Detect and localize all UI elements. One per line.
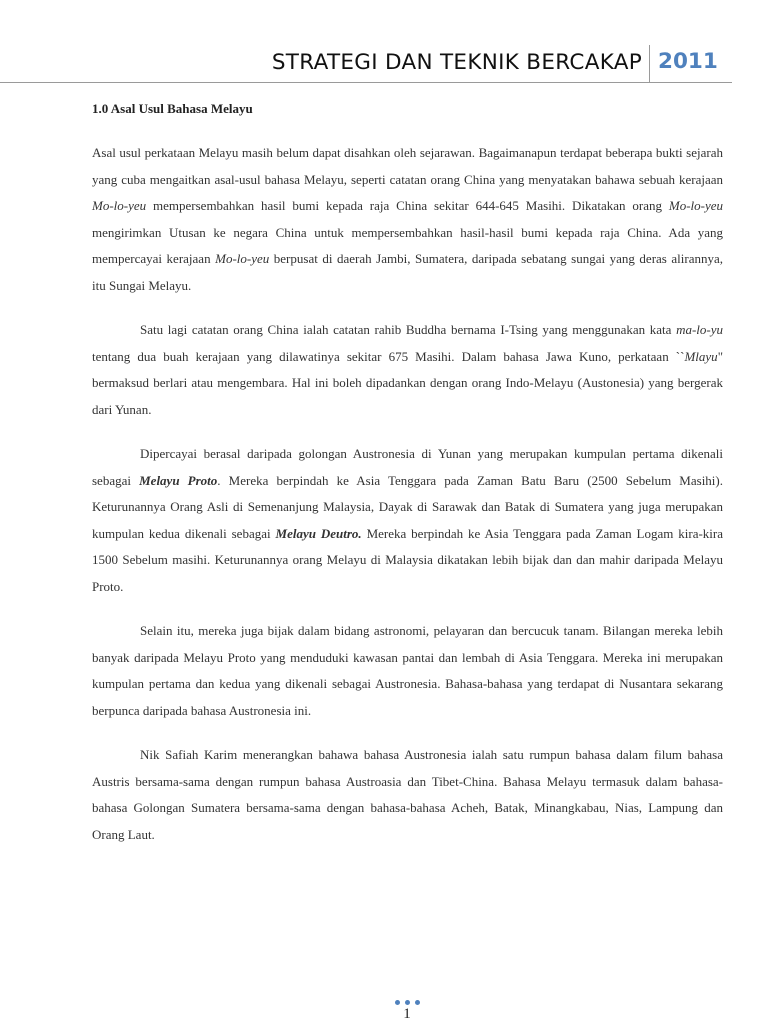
paragraph-list [92,140,723,848]
paragraph-text: tentang dua buah kerajaan yang dilawatinya sekitar 675 Masihi. Dalam bahasa Jawa Kuno, perkataan `` [92,348,685,364]
italic-term: ma-lo-yu [676,322,723,337]
body-paragraph [92,140,723,299]
page-number: 1 [403,1006,411,1022]
page-header [0,42,732,83]
paragraph-text: mengirimkan Utusan ke negara China untuk mempersembahkan hasil-hasil bumi kepada raja China. Ada yang mempercayai kerajaan [92,224,723,266]
paragraph-text: . Mereka berpindah ke Asia Tenggara pada Zaman Batu Baru (2500 Sebelum Masihi). Keturunannya Orang Asli di Semenanjung Malaysia, Dayak di Sarawak dan Batak di Sumatera yang juga merupakan kumpulan kedua dikenali sebagai [92,472,724,541]
emphasized-term: Melayu Deutro. [275,525,362,541]
body-paragraph [92,317,723,423]
footer-dot [405,1000,410,1005]
document-body [92,98,723,866]
italic-term: Mo-lo-yeu [215,251,270,266]
paragraph-text: " bermaksud berlari atau mengembara. Hal ini boleh dipadankan dengan orang Indo-Melayu (Austonesia) yang bergerak dari Yunan. [92,348,723,417]
paragraph-text: Asal usul perkataan Melayu masih belum dapat disahkan oleh sejarawan. Bagaimanapun terdapat beberapa bukti sejarah yang cuba mengaitkan asal-usul bahasa Melayu, seperti catatan orang China yang menyatakan bahawa sebuah kerajaan [92,145,723,187]
header-divider [649,45,650,82]
body-paragraph [92,441,723,600]
header-year: 2011 [658,49,718,74]
section-heading: 1.0 Asal Usul Bahasa Melayu [92,101,253,116]
paragraph-text: Selain itu, mereka juga bijak dalam bidang astronomi, pelayaran dan bercucuk tanam. Bilangan mereka lebih banyak daripada Melayu Proto yang menduduki kawasan pantai dan lembah di Asia Tenggara. Mereka ini merupakan kumpulan pertama dan kedua yang dikenali sebagai Austronesia. Bahasa-bahasa yang terdapat di Nusantara sekarang berpunca daripada bahasa Austronesia ini. [92,623,723,718]
body-paragraph [92,742,723,848]
paragraph-text: mempersembahkan hasil bumi kepada raja China sekitar 644-645 Masihi. Dikatakan orang [146,198,669,213]
footer-dot [395,1000,400,1005]
italic-term: Mo-lo-yeu [668,198,723,213]
paragraph-text: Satu lagi catatan orang China ialah catatan rahib Buddha bernama I-Tsing yang menggunakan kata [140,322,677,337]
paragraph-text: Mereka berpindah ke Asia Tenggara pada Zaman Logam kira-kira 1500 Sebelum masihi. Keturunannya orang Melayu di Malaysia dikatakan lebih bijak dan dan mahir daripada Melayu Proto. [92,525,724,594]
footer-dot [415,1000,420,1005]
paragraph-text: Dipercayai berasal daripada golongan Austronesia di Yunan yang merupakan kumpulan pertama dikenali sebagai [92,446,723,488]
paragraph-text: berpusat di daerah Jambi, Sumatera, daripada sebatang sungai yang deras alirannya, itu Sungai Melayu. [92,251,724,293]
paragraph-text: Nik Safiah Karim menerangkan bahawa bahasa Austronesia ialah satu rumpun bahasa dalam filum bahasa Austris bersama-sama dengan rumpun bahasa Austroasia dan Tibet-China. Bahasa Melayu termasuk dalam bahasa-bahasa Golongan Sumatera bersama-sama dengan bahasa-bahasa Acheh, Batak, Minangkabau, Nias, Lampung dan Orang Laut. [92,747,723,842]
header-title: STRATEGI DAN TEKNIK BERCAKAP [271,50,642,75]
emphasized-term: Melayu Proto [139,472,218,488]
body-paragraph [92,618,723,724]
italic-term: Mlayu [684,348,718,364]
italic-term: Mo-lo-yeu [92,198,147,213]
